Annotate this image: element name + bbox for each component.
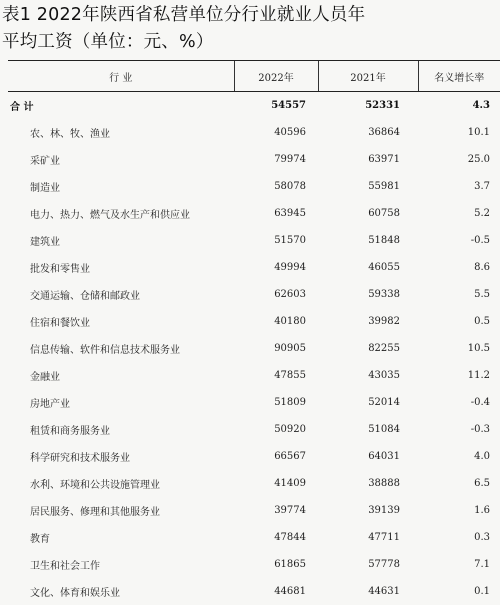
header-2021: 2021年 bbox=[318, 61, 418, 92]
table-body bbox=[8, 92, 500, 605]
cell-industry: 教育 bbox=[8, 524, 234, 551]
table-row bbox=[8, 227, 500, 254]
cell-industry: 交通运输、仓储和邮政业 bbox=[8, 281, 234, 308]
table-header bbox=[8, 61, 500, 92]
table-title bbox=[2, 2, 498, 56]
table-row bbox=[8, 551, 500, 578]
cell-2021: 52331 bbox=[318, 92, 418, 120]
cell-growth: -0.5 bbox=[418, 227, 500, 254]
cell-2022: 63945 bbox=[234, 200, 318, 227]
cell-2022: 90905 bbox=[234, 335, 318, 362]
table-row bbox=[8, 389, 500, 416]
cell-2022: 41409 bbox=[234, 470, 318, 497]
cell-industry: 批发和零售业 bbox=[8, 254, 234, 281]
cell-2022: 61865 bbox=[234, 551, 318, 578]
cell-growth: 11.2 bbox=[418, 362, 500, 389]
cell-industry: 科学研究和技术服务业 bbox=[8, 443, 234, 470]
header-growth: 名义增长率 bbox=[418, 61, 500, 92]
cell-industry: 住宿和餐饮业 bbox=[8, 308, 234, 335]
cell-2021: 36864 bbox=[318, 119, 418, 146]
cell-2021: 64031 bbox=[318, 443, 418, 470]
table-row bbox=[8, 416, 500, 443]
cell-2022: 66567 bbox=[234, 443, 318, 470]
table-row bbox=[8, 443, 500, 470]
table-row bbox=[8, 254, 500, 281]
cell-growth: 4.0 bbox=[418, 443, 500, 470]
cell-industry: 制造业 bbox=[8, 173, 234, 200]
cell-2021: 46055 bbox=[318, 254, 418, 281]
cell-growth: 6.5 bbox=[418, 470, 500, 497]
table-row bbox=[8, 281, 500, 308]
wage-table-container bbox=[8, 60, 500, 605]
cell-industry: 农、林、牧、渔业 bbox=[8, 119, 234, 146]
cell-2022: 40180 bbox=[234, 308, 318, 335]
cell-growth: -0.4 bbox=[418, 389, 500, 416]
cell-2022: 40596 bbox=[234, 119, 318, 146]
table-row bbox=[8, 173, 500, 200]
cell-industry: 租赁和商务服务业 bbox=[8, 416, 234, 443]
cell-2021: 39982 bbox=[318, 308, 418, 335]
cell-2022: 47855 bbox=[234, 362, 318, 389]
cell-2021: 38888 bbox=[318, 470, 418, 497]
cell-industry: 水利、环境和公共设施管理业 bbox=[8, 470, 234, 497]
cell-2022: 79974 bbox=[234, 146, 318, 173]
cell-growth: 5.2 bbox=[418, 200, 500, 227]
cell-2021: 39139 bbox=[318, 497, 418, 524]
cell-2022: 44681 bbox=[234, 578, 318, 605]
cell-2021: 60758 bbox=[318, 200, 418, 227]
table-row-total bbox=[8, 92, 500, 120]
table-row bbox=[8, 335, 500, 362]
cell-growth: 0.1 bbox=[418, 578, 500, 605]
cell-2021: 47711 bbox=[318, 524, 418, 551]
table-row bbox=[8, 146, 500, 173]
cell-2021: 52014 bbox=[318, 389, 418, 416]
cell-2021: 82255 bbox=[318, 335, 418, 362]
cell-2021: 63971 bbox=[318, 146, 418, 173]
cell-industry: 建筑业 bbox=[8, 227, 234, 254]
header-2022: 2022年 bbox=[234, 61, 318, 92]
cell-growth: -0.3 bbox=[418, 416, 500, 443]
cell-2021: 55981 bbox=[318, 173, 418, 200]
cell-2022: 51809 bbox=[234, 389, 318, 416]
cell-2022: 47844 bbox=[234, 524, 318, 551]
cell-growth: 5.5 bbox=[418, 281, 500, 308]
cell-growth: 25.0 bbox=[418, 146, 500, 173]
cell-2022: 49994 bbox=[234, 254, 318, 281]
table-row bbox=[8, 200, 500, 227]
cell-2022: 50920 bbox=[234, 416, 318, 443]
cell-growth: 3.7 bbox=[418, 173, 500, 200]
cell-industry: 电力、热力、燃气及水生产和供应业 bbox=[8, 200, 234, 227]
cell-2021: 51848 bbox=[318, 227, 418, 254]
cell-industry: 信息传输、软件和信息技术服务业 bbox=[8, 335, 234, 362]
wage-table bbox=[8, 60, 500, 605]
cell-2021: 57778 bbox=[318, 551, 418, 578]
cell-growth: 10.1 bbox=[418, 119, 500, 146]
cell-growth: 4.3 bbox=[418, 92, 500, 120]
table-row bbox=[8, 524, 500, 551]
table-title-line-1: 表1 2022年陕西省私营单位分行业就业人员年 bbox=[2, 2, 498, 29]
cell-industry: 金融业 bbox=[8, 362, 234, 389]
cell-industry: 合 计 bbox=[8, 92, 234, 120]
cell-growth: 0.3 bbox=[418, 524, 500, 551]
table-row bbox=[8, 119, 500, 146]
cell-growth: 0.5 bbox=[418, 308, 500, 335]
cell-2021: 44631 bbox=[318, 578, 418, 605]
cell-2021: 51084 bbox=[318, 416, 418, 443]
cell-2022: 62603 bbox=[234, 281, 318, 308]
table-row bbox=[8, 362, 500, 389]
cell-2022: 51570 bbox=[234, 227, 318, 254]
cell-growth: 7.1 bbox=[418, 551, 500, 578]
header-industry: 行 业 bbox=[8, 61, 234, 92]
cell-industry: 卫生和社会工作 bbox=[8, 551, 234, 578]
cell-industry: 文化、体育和娱乐业 bbox=[8, 578, 234, 605]
cell-2022: 39774 bbox=[234, 497, 318, 524]
cell-2021: 43035 bbox=[318, 362, 418, 389]
cell-2022: 54557 bbox=[234, 92, 318, 120]
table-row bbox=[8, 308, 500, 335]
cell-industry: 采矿业 bbox=[8, 146, 234, 173]
table-row bbox=[8, 470, 500, 497]
cell-industry: 房地产业 bbox=[8, 389, 234, 416]
table-title-line-2: 平均工资（单位：元、%） bbox=[2, 29, 498, 56]
cell-growth: 10.5 bbox=[418, 335, 500, 362]
cell-growth: 1.6 bbox=[418, 497, 500, 524]
cell-growth: 8.6 bbox=[418, 254, 500, 281]
header-row bbox=[8, 61, 500, 92]
cell-2021: 59338 bbox=[318, 281, 418, 308]
cell-2022: 58078 bbox=[234, 173, 318, 200]
cell-industry: 居民服务、修理和其他服务业 bbox=[8, 497, 234, 524]
table-row bbox=[8, 497, 500, 524]
